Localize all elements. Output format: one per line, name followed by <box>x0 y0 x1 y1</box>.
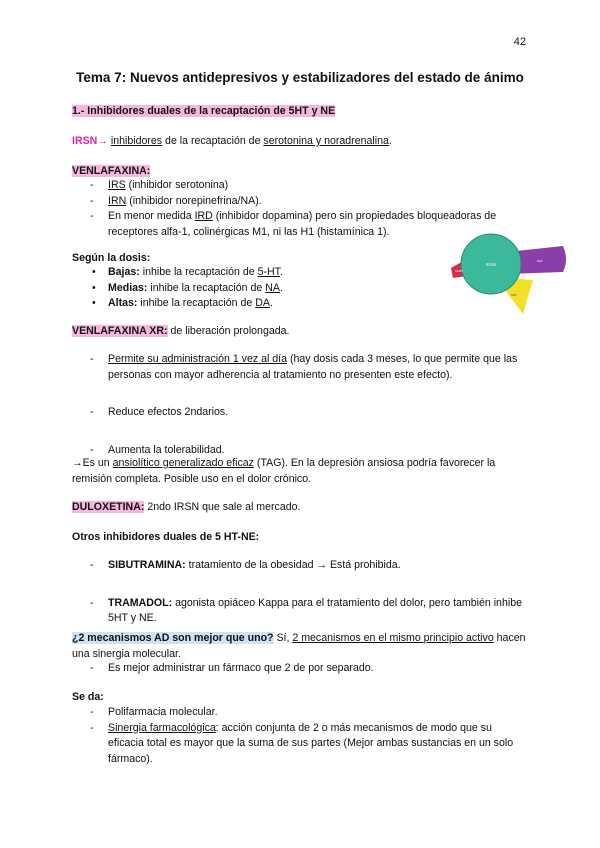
list-item: - Aumenta la tolerabilidad. <box>90 443 530 459</box>
otros-heading: Otros inhibidores duales de 5 HT-NE: <box>72 531 260 543</box>
list-item: - IRS (inhibidor serotonina) <box>90 178 530 194</box>
list-item: - Reduce efectos 2ndarios. <box>90 405 530 421</box>
list-item: - TRAMADOL: agonista opiáceo Kappa para el tratamiento del dolor, pero también inhibe 5HT y NE. <box>90 596 530 627</box>
list-item: - IRN (inhibidor norepinefrina/NA). <box>90 194 530 210</box>
ansiolitico-paragraph: →Es un ansiolítico generalizado eficaz (TAG). En la depresión ansiosa podría favorecer la remisión completa. Posible uso en el dolor crónico. <box>72 457 496 485</box>
list-item: - Polifarmacia molecular. <box>90 705 530 721</box>
xr-line: VENLAFAXINA XR: de liberación prolongada. <box>72 325 290 337</box>
irsn-molecule-figure <box>445 222 570 322</box>
mecanismos-paragraph: ¿2 mecanismos AD son mejor que uno? Sí, 2 mecanismos en el mismo principio activo hacen una sinergia molecular. <box>72 632 526 660</box>
list-item: - Es mejor administrar un fármaco que 2 de por separado. <box>90 661 530 677</box>
page-number: 42 <box>513 36 526 48</box>
list-item: • Medias: inhibe la recaptación de NA. <box>90 281 420 297</box>
list-item: - Sinergia farmacológica: acción conjunta de 2 o más mecanismos de modo que su eficacia total es mayor que la suma de sus partes (Mejor ambas sustancias en un solo fármaco). <box>90 721 530 768</box>
list-item: - Permite su administración 1 vez al día (hay dosis cada 3 meses, lo que permite que las personas con mayor adherencia al tratamiento no presenten este efecto). <box>90 352 530 383</box>
figure-label-left: SERT <box>455 269 463 273</box>
figure-label-bottom: DAT <box>511 293 517 297</box>
section-heading-1: 1.- Inhibidores duales de la recaptación de 5HT y NE <box>72 105 336 117</box>
figure-label-center: IRSN <box>485 262 497 267</box>
duloxetina-line: DULOXETINA: 2ndo IRSN que sale al mercado. <box>72 501 301 513</box>
list-item: • Altas: inhibe la recaptación de DA. <box>90 296 420 312</box>
seda-heading: Se da: <box>72 691 104 703</box>
mecanismos-list <box>90 661 530 677</box>
page-title: Tema 7: Nuevos antidepresivos y estabilizadores del estado de ánimo <box>76 70 524 85</box>
venlafaxina-heading: VENLAFAXINA: <box>72 165 151 177</box>
seda-list <box>90 705 530 767</box>
dosis-list <box>90 265 420 312</box>
dosis-heading: Según la dosis: <box>72 252 151 264</box>
irsn-definition: IRSN→ inhibidores de la recaptación de serotonina y noradrenalina. <box>72 135 392 147</box>
list-item: - En menor medida IRD (inhibidor dopamina) pero sin propiedades bloqueadoras de receptores alfa-1, colinérgicas M1, ni las H1 (histamínica 1). <box>90 209 530 240</box>
figure-label-right: NAT <box>537 259 543 263</box>
list-item: • Bajas: inhibe la recaptación de 5-HT. <box>90 265 420 281</box>
list-item: - SIBUTRAMINA: tratamiento de la obesidad → Está prohibida. <box>90 558 530 574</box>
